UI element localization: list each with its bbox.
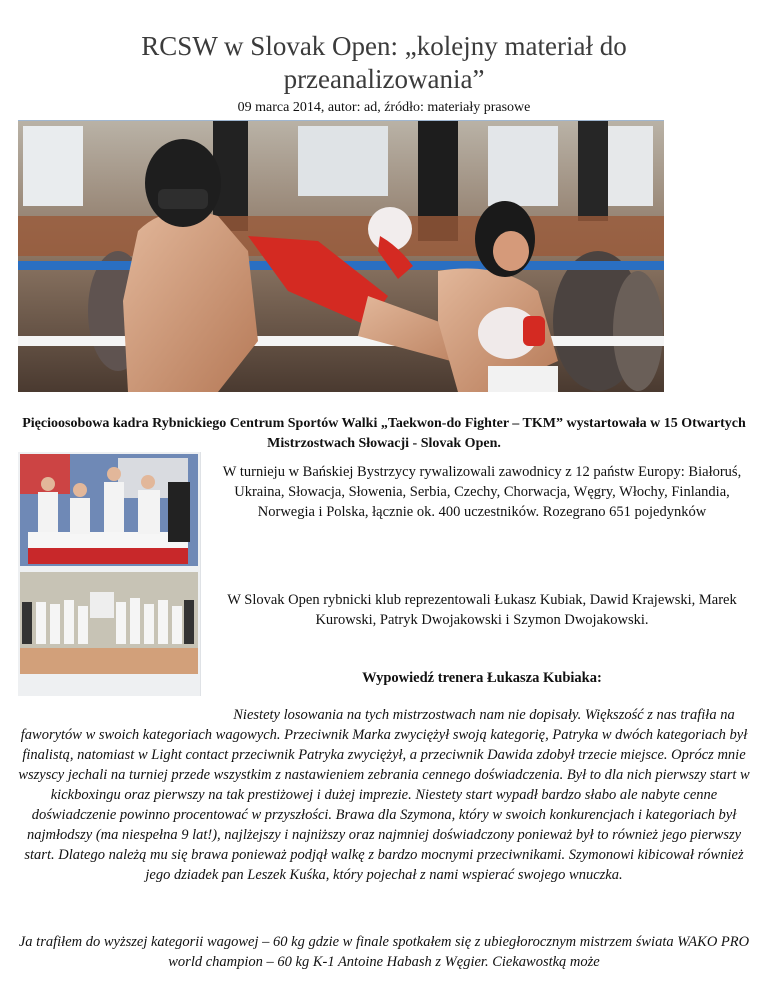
coach-quote: Niestety losowania na tych mistrzostwach nam nie dopisały. Większość z nas trafiła na faworytów w swoich kategoriach wagowych. Przeciwnik Marka zwyciężył swoją kategorię, Patryka w dwóch kategoriach był finalistą, natomiast w Light contact przeciwnik Patryka zwyciężył, a przeciwnik Dawida zdobył trzecie miejsce. Oprócz mnie wszyscy jechali na turniej przede wszystkim z nastawieniem zebrania cennego doświadczenia. Był to dla nich pierwszy start w kickboxingu oraz pierwszy na tak prestiżowej i dużej imprezie. Niestety start wypadł bardzo słabo ale nabyte cenne doświadczenie powinno procentować w przyszłości. Brawa dla Szymona, który w swoich konkurencjach i kategoriach był najmłodszy (ma niespełna 9 lat!), najlżejszy i najniższy oraz najmniej doświadczony ponieważ był to również jego pierwszy start. Dlatego należą mu się brawa ponieważ podjął walkę z bardzo mocnymi przeciwnikami. Szymonowi kibicował również jego dziadek pan Leszek Kuśka, który pojechał z nami wspierać swojego wnuczka. bbox=[18, 707, 750, 883]
coach-quote-continued: Ja trafiłem do wyższej kategorii wagowej – 60 kg gdzie w finale spotkałem się z ubiegłorocznym mistrzem świata WAKO PRO world champion – 60 kg K-1 Antoine Habash z Węgier. Ciekawostką może bbox=[18, 934, 750, 970]
paragraph-club-members: W Slovak Open rybnicki klub reprezentowali Łukasz Kubiak, Dawid Krajewski, Marek Kurowski, Patryk Dwojakowski i Szymon Dwojakowski. bbox=[227, 592, 737, 628]
side-photos bbox=[18, 452, 201, 696]
paragraph-participants: W turnieju w Bańskiej Bystrzycy rywalizowali zawodnicy z 12 państw Europy: Białoruś, Ukraina, Słowacja, Słowenia, Serbia, Czechy, Chorwacja, Węgry, Włochy, Finlandia, Norwegia i Polska, łącznie ok. 400 uczestników. Rozegrano 651 pojedynków bbox=[222, 464, 742, 520]
kickboxing-fight-image bbox=[18, 121, 664, 392]
coach-heading: Wypowiedź trenera Łukasza Kubiaka: bbox=[362, 670, 602, 686]
article-lead: Pięcioosobowa kadra Rybnickiego Centrum Sportów Walki „Taekwon-do Fighter – TKM” wystartowała w 15 Otwartych Mistrzostwach Słowacji - Slovak Open. bbox=[22, 416, 746, 451]
hero-photo bbox=[18, 120, 664, 392]
article-title: RCSW w Slovak Open: „kolejny materiał do przeanalizowania” bbox=[141, 31, 627, 94]
team-photos-image bbox=[18, 452, 200, 696]
article-meta: 09 marca 2014, autor: ad, źródło: materiały prasowe bbox=[237, 100, 531, 115]
